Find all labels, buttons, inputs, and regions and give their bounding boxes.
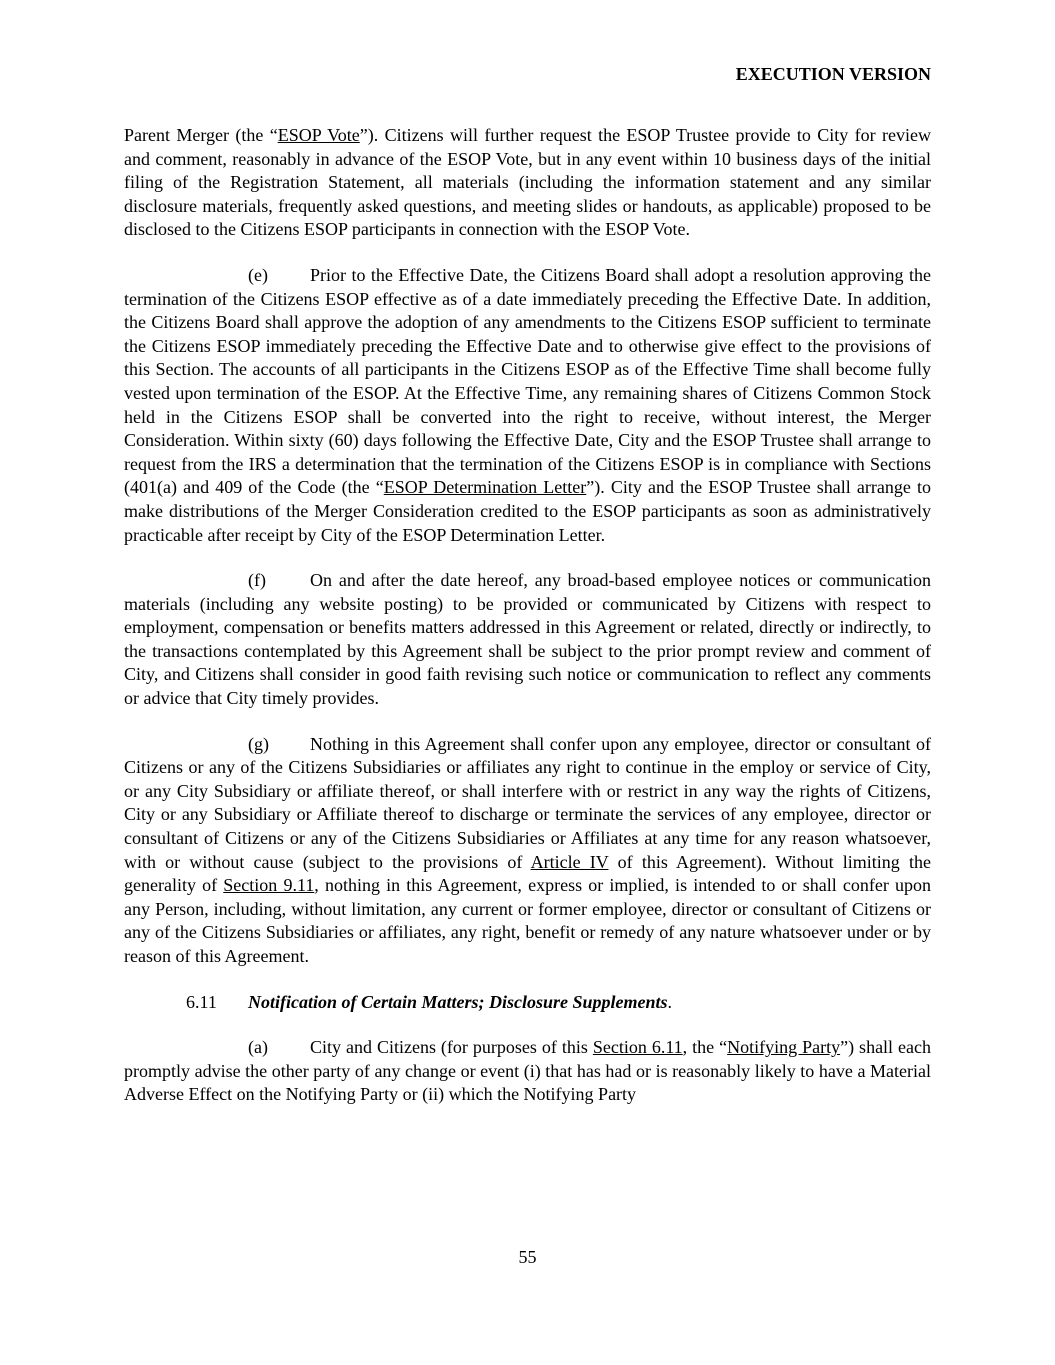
section-title-period: . <box>667 991 673 1012</box>
cross-reference-section-6-11: Section 6.11 <box>592 1037 683 1058</box>
paragraph-text: On and after the date hereof, any broad-based employee notices or communication materials (including any website posting) to be provided or communicated by Citizens with respect to employment, compensation or benefits matters addressed in this Agreement or related, directly or indirectly, to the transactions contemplated by this Agreement shall be subject to the prior prompt review and comment of City, and Citizens shall consider in good faith revising such notice or communication to reflect any comments or advice that City timely provides. <box>124 570 931 709</box>
cross-reference-article-iv: Article IV <box>530 851 609 872</box>
paragraph-text: Nothing in this Agreement shall confer upon any employee, director or consultant of Citizens or any of the Citizens Subsidiaries or affiliates any right to continue in the employ or service of City, or any City Subsidiary or affiliate thereof, or shall interfere with or restrict in any way the rights of Citizens, City or any Subsidiary or Affiliate thereof to discharge or terminate the services of any employee, director or consultant of Citizens or any of the Citizens Subsidiaries or Affiliates at any time for any reason whatsoever, with or without cause (subject to the provisions of <box>124 733 931 872</box>
section-number: 6.11 <box>186 991 217 1012</box>
section-heading-6-11 <box>124 991 931 1015</box>
paragraph-text: Parent Merger (the “ <box>124 125 278 145</box>
paragraph-text: ”) shall each promptly advise the other party of any change or event (i) that has had or is reasonably likely to have a Material Adverse Effect on the Notifying Party or (ii) which the Notifying Party <box>124 1037 932 1105</box>
paragraph-text: ”). City and the ESOP Trustee shall arrange to make distributions of the Merger Consideration credited to the ESOP participants as soon as administratively practicable after receipt by City of the ESOP Determination Letter. <box>124 477 931 545</box>
paragraph-g <box>124 733 931 969</box>
paragraph-continuation <box>124 124 931 242</box>
paragraph-text: , the “ <box>682 1037 728 1058</box>
cross-reference-section-9-11: Section 9.11 <box>223 875 315 896</box>
paragraph-f <box>124 569 931 711</box>
defined-term-esop-vote: ESOP Vote <box>277 125 360 145</box>
paragraph-text: ”). Citizens will further request the ESOP Trustee provide to City for review and comment, reasonably in advance of the ESOP Vote, but in any event within 10 business days of the initial filing of the Registration Statement, all materials (including the information statement and any similar disclosure materials, frequently asked questions, and meeting slides or handouts, as applicable) proposed to be disclosed to the Citizens ESOP participants in connection with the ESOP Vote. <box>124 125 931 240</box>
paragraph-text: , nothing in this Agreement, express or implied, is intended to or shall confer upon any Person, including, without limitation, any current or former employee, director or consultant of Citizens or any of the Citizens Subsidiaries or affiliates, any right, benefit or remedy of any nature whatsoever under or by reason of this Agreement. <box>124 875 931 966</box>
paragraph-text: City and Citizens (for purposes of this <box>310 1037 593 1058</box>
paragraph-label: (g) <box>248 733 269 754</box>
defined-term-notifying-party: Notifying Party <box>727 1037 841 1058</box>
paragraph-label: (f) <box>248 570 266 591</box>
paragraph-label: (e) <box>248 264 268 285</box>
document-body <box>124 124 931 1107</box>
paragraph-label: (a) <box>248 1037 268 1058</box>
document-version-header: EXECUTION VERSION <box>735 64 931 84</box>
defined-term-esop-determination-letter: ESOP Determination Letter <box>383 477 587 498</box>
paragraph-a <box>124 1036 931 1107</box>
paragraph-e <box>124 264 931 547</box>
section-title: Notification of Certain Matters; Disclosure Supplements <box>248 991 668 1012</box>
paragraph-text: Prior to the Effective Date, the Citizens Board shall adopt a resolution approving the termination of the Citizens ESOP effective as of a date immediately preceding the Effective Date. In addition, the Citizens Board shall approve the adoption of any amendments to the Citizens ESOP sufficient to terminate the Citizens ESOP immediately preceding the Effective Date and to otherwise give effect to the provisions of this Section. The accounts of all participants in the Citizens ESOP as of the Effective Time shall become fully vested upon termination of the ESOP. At the Effective Time, any remaining shares of Citizens Common Stock held in the Citizens ESOP shall be converted into the right to receive, without interest, the Merger Consideration. Within sixty (60) days following the Effective Date, City and the ESOP Trustee shall arrange to request from the IRS a determination that the termination of the Citizens ESOP is in compliance with Sections (401(a) and 409 of the Code (the “ <box>124 264 931 498</box>
page-number: 55 <box>518 1247 537 1267</box>
paragraph-text: of this Agreement). Without limiting the generality of <box>124 851 931 896</box>
